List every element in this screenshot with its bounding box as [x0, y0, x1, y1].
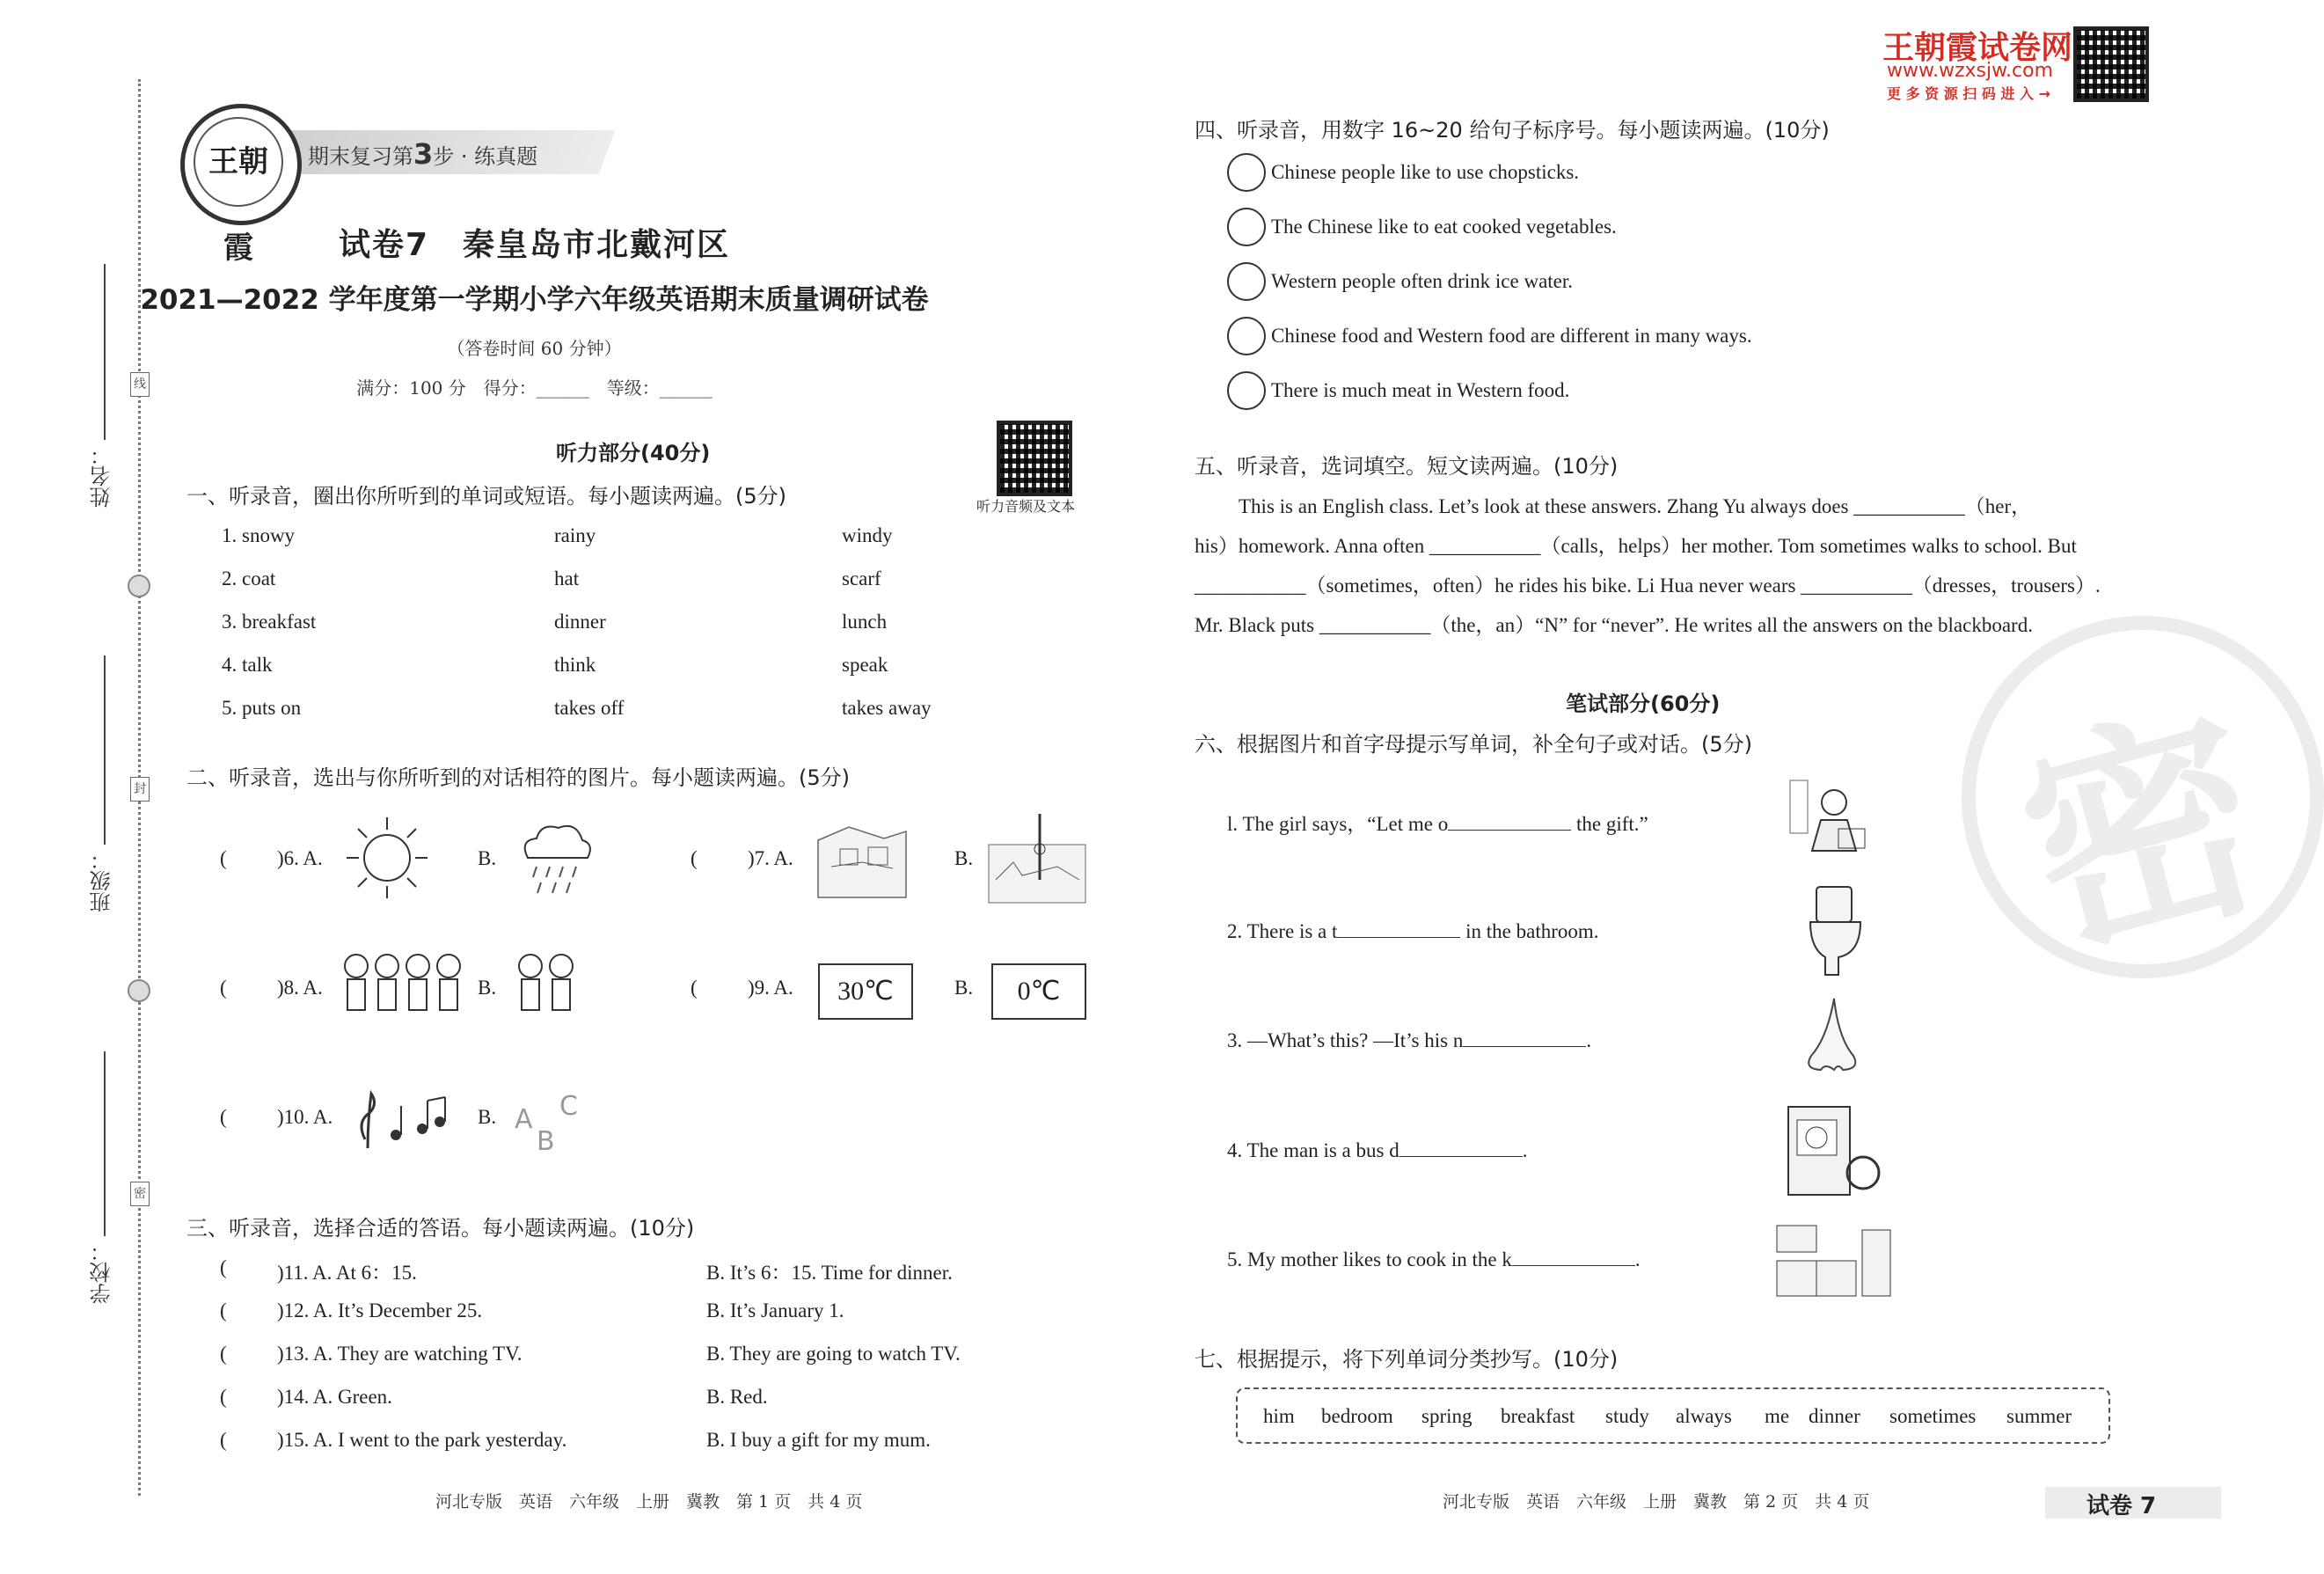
s3-option-b: B. Red. — [706, 1386, 768, 1408]
fill-blank[interactable] — [1448, 810, 1571, 831]
banner-tail: 步 · 练真题 — [433, 144, 538, 169]
fill-blank[interactable] — [1400, 1137, 1523, 1157]
s1-cell[interactable]: 1. snowy — [222, 524, 296, 546]
s1-cell[interactable]: think — [554, 654, 596, 676]
order-circle[interactable] — [1227, 262, 1266, 301]
option-b-label: B. — [954, 977, 974, 999]
s1-cell[interactable]: 5. puts on — [222, 697, 302, 719]
seal-seal-box: 封 — [130, 777, 150, 802]
seal-secret-box: 密 — [130, 1182, 150, 1206]
paper-title: 试卷7 秦皇岛市北戴河区 — [338, 227, 731, 263]
class-field[interactable] — [104, 655, 106, 845]
name-label: 姓名： — [90, 444, 114, 508]
footer-right: 河北专版 英语 六年级 上册 冀教 第 2 页 共 4 页 — [1443, 1492, 1870, 1512]
section6-heading: 六、根据图片和首字母提示写单词，补全句子或对话。(5分) — [1195, 732, 1752, 757]
brand-qr-icon[interactable] — [2073, 26, 2149, 102]
s6-item-3: 3. —What’s this? —It’s his n . — [1227, 1027, 1591, 1052]
s1-cell[interactable]: takes off — [554, 697, 625, 719]
q7-label: )7. A. — [748, 847, 793, 869]
s4-sentence: The Chinese like to eat cooked vegetables. — [1271, 216, 1617, 238]
temperature-0-box[interactable]: 0℃ — [991, 963, 1086, 1020]
s1-cell[interactable]: windy — [842, 524, 893, 546]
s3-option-a: )14. A. Green. — [277, 1386, 392, 1408]
passage-line[interactable]: his）homework. Anna often ___________（calls，helps）her mother. Tom sometimes walks to school. But — [1195, 535, 2077, 557]
s1-cell[interactable]: takes away — [842, 697, 932, 719]
seal-line-box: 线 — [130, 372, 150, 397]
s1-cell[interactable]: 4. talk — [222, 654, 273, 676]
s6-item-4: 4. The man is a bus d . — [1227, 1137, 1527, 1162]
banner-step-number: 3 — [413, 137, 434, 171]
answer-paren[interactable]: ( — [220, 1429, 227, 1451]
footer-left: 河北专版 英语 六年级 上册 冀教 第 1 页 共 4 页 — [435, 1492, 863, 1512]
s1-cell[interactable]: scarf — [842, 567, 881, 589]
s1-cell[interactable]: speak — [842, 654, 888, 676]
q10-label: )10. A. — [277, 1106, 333, 1128]
banner-label: 期末复习第 — [308, 144, 413, 169]
binding-ring-icon — [128, 979, 150, 1002]
answer-paren[interactable]: ( — [220, 1386, 227, 1408]
village-scene-icon[interactable] — [814, 814, 910, 902]
order-circle[interactable] — [1227, 317, 1266, 355]
answer-paren[interactable]: ( — [220, 1106, 227, 1128]
s3-option-a: )15. A. I went to the park yesterday. — [277, 1429, 567, 1451]
toilet-icon — [1803, 882, 1874, 979]
sun-icon[interactable] — [343, 814, 431, 902]
word-bank-item[interactable]: always — [1676, 1405, 1732, 1427]
s3-option-b: B. It’s 6：15. Time for dinner. — [706, 1262, 953, 1284]
page-tag: 试卷 7 — [2086, 1493, 2157, 1519]
city-skyline-icon[interactable] — [987, 809, 1088, 906]
word-bank-item[interactable]: breakfast — [1501, 1405, 1575, 1427]
s3-option-b: B. They are going to watch TV. — [706, 1343, 961, 1365]
q8-label: )8. A. — [277, 977, 323, 999]
s4-sentence: Chinese food and Western food are different in many ways. — [1271, 325, 1752, 347]
logo-text: 王朝霞 — [194, 117, 283, 207]
word-bank-item[interactable]: sometimes — [1889, 1405, 1977, 1427]
s6-item-2: 2. There is a t in the bathroom. — [1227, 918, 1599, 943]
music-notes-icon[interactable] — [352, 1087, 453, 1153]
four-children-icon[interactable] — [339, 948, 466, 1028]
passage-line[interactable]: This is an English class. Let’s look at these answers. Zhang Yu always does ___________（her， — [1239, 495, 2032, 517]
q9-label: )9. A. — [748, 977, 793, 999]
s3-option-a: )13. A. They are watching TV. — [277, 1343, 523, 1365]
option-b-label: B. — [954, 847, 974, 869]
brand-name: 王朝霞试卷网 — [1882, 30, 2073, 66]
qr-code-icon[interactable] — [997, 421, 1072, 496]
school-field[interactable] — [104, 1051, 106, 1236]
score-line: 满分：100 分 得分：______ 等级：______ — [356, 377, 713, 399]
answer-paren[interactable]: ( — [691, 977, 698, 999]
word-bank-item[interactable]: study — [1605, 1405, 1649, 1427]
watermark-text: 密 — [1998, 676, 2288, 992]
abc-letter-b[interactable]: B — [537, 1126, 555, 1157]
option-b-label: B. — [478, 977, 497, 999]
brand-cta[interactable]: 更 多 资 源 扫 码 进 入 → — [1887, 85, 2050, 102]
s3-option-a: )12. A. It’s December 25. — [277, 1299, 483, 1321]
step-banner-text — [308, 137, 537, 171]
brand-logo — [180, 104, 302, 266]
paper-subtitle: 2021—2022 学年度第一学期小学六年级英语期末质量调研试卷 — [140, 284, 929, 316]
listening-title: 听力部分(40分) — [556, 441, 711, 465]
s6-item-5: 5. My mother likes to cook in the k . — [1227, 1246, 1641, 1271]
s4-sentence: Western people often drink ice water. — [1271, 270, 1574, 292]
section3-heading: 三、听录音，选择合适的答语。每小题读两遍。(10分) — [186, 1216, 695, 1241]
section5-heading: 五、听录音，选词填空。短文读两遍。(10分) — [1195, 454, 1619, 479]
order-circle[interactable] — [1227, 208, 1266, 246]
passage-line[interactable]: ___________（sometimes，often）he rides his bike. Li Hua never wears ___________（dresses，trousers）. — [1195, 575, 2101, 597]
abc-letter-a[interactable]: A — [515, 1104, 533, 1135]
order-circle[interactable] — [1227, 153, 1266, 192]
kitchen-icon — [1772, 1217, 1896, 1300]
s1-cell[interactable]: hat — [554, 567, 580, 589]
girl-opening-gift-icon — [1786, 776, 1882, 868]
s4-sentence: Chinese people like to use chopsticks. — [1271, 161, 1580, 183]
temperature-30-box[interactable]: 30℃ — [818, 963, 913, 1020]
word-bank-item[interactable]: him — [1263, 1405, 1295, 1427]
nose-icon — [1799, 994, 1869, 1078]
s4-sentence: There is much meat in Western food. — [1271, 379, 1570, 401]
section2-heading: 二、听录音，选出与你所听到的对话相符的图片。每小题读两遍。(5分) — [186, 765, 850, 790]
word-bank-item[interactable]: dinner — [1809, 1405, 1860, 1427]
fill-blank[interactable] — [1463, 1027, 1586, 1047]
s1-cell[interactable]: 3. breakfast — [222, 611, 317, 633]
class-label: 班级： — [90, 849, 114, 912]
section4-heading: 四、听录音，用数字 16~20 给句子标序号。每小题读两遍。(10分) — [1195, 118, 1830, 143]
s3-option-b: B. I buy a gift for my mum. — [706, 1429, 931, 1451]
s1-cell[interactable]: dinner — [554, 611, 606, 633]
word-bank-item[interactable]: me — [1765, 1405, 1790, 1427]
option-b-label: B. — [478, 1106, 497, 1128]
s6-item-1: l. The girl says，“Let me o the gift.” — [1227, 808, 1648, 837]
fill-blank[interactable] — [1512, 1246, 1635, 1266]
exam-time: （答卷时间 60 分钟） — [447, 338, 622, 359]
fill-blank[interactable] — [1337, 918, 1460, 938]
q6-label: )6. A. — [277, 847, 323, 869]
answer-paren[interactable]: ( — [691, 847, 698, 869]
writing-title: 笔试部分(60分) — [1566, 692, 1721, 716]
s1-cell[interactable]: 2. coat — [222, 567, 276, 589]
rain-cloud-icon[interactable] — [510, 814, 598, 902]
option-b-label: B. — [478, 847, 497, 869]
brand-url[interactable]: www.wzxsjw.com — [1887, 60, 2054, 82]
s1-cell[interactable]: lunch — [842, 611, 888, 633]
qr-caption: 听力音频及文本 — [976, 498, 1076, 515]
s1-cell[interactable]: rainy — [554, 524, 596, 546]
answer-paren[interactable]: ( — [220, 847, 227, 869]
section1-heading: 一、听录音，圈出你所听到的单词或短语。每小题读两遍。(5分) — [186, 484, 786, 509]
word-bank-item[interactable]: spring — [1421, 1405, 1473, 1427]
abc-letter-c[interactable]: C — [559, 1091, 578, 1122]
bus-driver-icon — [1784, 1102, 1885, 1199]
section7-heading: 七、根据提示，将下列单词分类抄写。(10分) — [1195, 1347, 1619, 1372]
s3-option-b: B. It’s January 1. — [706, 1299, 844, 1321]
word-bank-item[interactable]: bedroom — [1321, 1405, 1393, 1427]
answer-paren[interactable]: ( — [220, 1256, 227, 1278]
s3-option-a: )11. A. At 6：15. — [277, 1262, 417, 1284]
word-bank-item[interactable]: summer — [2006, 1405, 2072, 1427]
passage-line[interactable]: Mr. Black puts ___________（the，an）“N” for “never”. He writes all the answers on the blackboard. — [1195, 614, 2033, 636]
school-label: 学校： — [90, 1241, 114, 1304]
order-circle[interactable] — [1227, 371, 1266, 410]
two-children-icon[interactable] — [513, 948, 583, 1028]
answer-paren[interactable]: ( — [220, 1343, 227, 1365]
binding-ring-icon — [128, 575, 150, 597]
answer-paren[interactable]: ( — [220, 1299, 227, 1321]
answer-paren[interactable]: ( — [220, 977, 227, 999]
